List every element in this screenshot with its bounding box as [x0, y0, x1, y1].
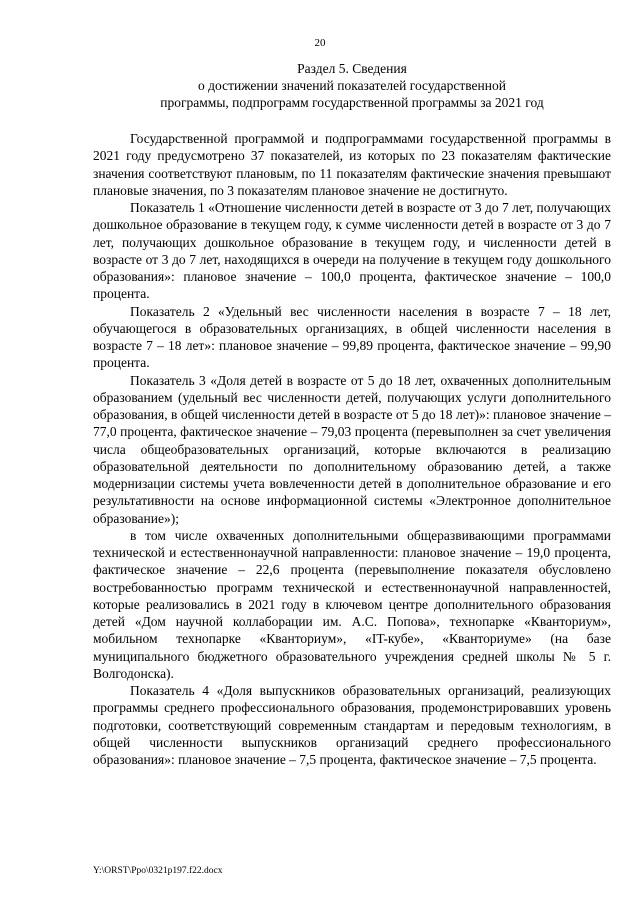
paragraph-summary: Государственной программой и подпрограммами государственной программы в 2021 году предусмотрено 37 показателей, из которых по 23 показателям фактические значения соответствуют плановым, по 11 показателям фактические значения превышают плановые значения, по 3 показателям плановое значение не достигнуто. [93, 131, 611, 198]
body-text [93, 130, 611, 768]
paragraph-indicator-4: Показатель 4 «Доля выпускников образовательных организаций, реализующих программы среднего профессионального образования, продемонстрировавших уровень подготовки, соответствующий современным стандартам и передовым технологиям, в общей численности выпускников организаций среднего профессионального образования»: плановое значение – 7,5 процента, фактическое значение – 7,5 процента. [93, 683, 611, 767]
paragraph-indicator-3-technical: в том числе охваченных дополнительными общеразвивающими программами технической и естественнонаучной направленности: плановое значение – 19,0 процента, фактическое значение – 22,6 процента (перевыполнение показателя обусловлено востребованностью программ технической и естественнонаучной направленностей, которые реализовались в 2021 году в ключевом центре дополнительного образования детей «Дом научной коллаборации им. А.С. Попова», технопарке «Кванториум», мобильном технопарке «Кванториум», «IT-кубе», «Кванториуме» (на базе муниципального бюджетного образовательного учреждения средней школы № 5 г. Волгодонска). [93, 527, 611, 681]
file-path-footer: Y:\ORST\Ppo\0321p197.f22.docx [93, 866, 223, 876]
paragraph-indicator-1: Показатель 1 «Отношение численности детей в возрасте от 3 до 7 лет, получающих дошкольное образование в текущем году, к сумме численности детей в возрасте от 3 до 7 лет, получающих дошкольное образование в текущем году, и численности детей в возрасте от 3 до 7 лет, находящихся в очереди на получение в текущем году дошкольного образования»: плановое значение – 100,0 процента, фактическое значение – 100,0 процента. [93, 200, 611, 302]
section-title-line-1: Раздел 5. Сведения [297, 61, 407, 76]
paragraph-indicator-2: Показатель 2 «Удельный вес численности населения в возрасте 7 – 18 лет, обучающегося в образовательных организациях, в общей численности населения в возрасте 7 – 18 лет»: плановое значение – 99,89 процента, фактическое значение – 99,90 процента. [93, 303, 611, 371]
section-title [93, 60, 611, 111]
section-title-line-2: о достижении значений показателей государственной [198, 78, 506, 93]
section-title-line-3: программы, подпрограмм государственной программы за 2021 год [160, 95, 544, 110]
page-number: 20 [314, 37, 326, 49]
paragraph-indicator-3: Показатель 3 «Доля детей в возрасте от 5 до 18 лет, охваченных дополнительным образованием (удельный вес численности детей, получающих услуги дополнительного образования, в общей численности детей в возрасте от 5 до 18 лет)»: плановое значение – 77,0 процента, фактическое значение – 79,03 процента (перевыполнен за счет увеличения числа общеобразовательных организаций, которые включаются в реализацию образовательной деятельности по дополнительному образованию детей, а также модернизации системы учета вовлеченности детей в дополнительное образование и его результативности на основе информационной системы «Электронное дополнительное образование»); [93, 372, 611, 526]
